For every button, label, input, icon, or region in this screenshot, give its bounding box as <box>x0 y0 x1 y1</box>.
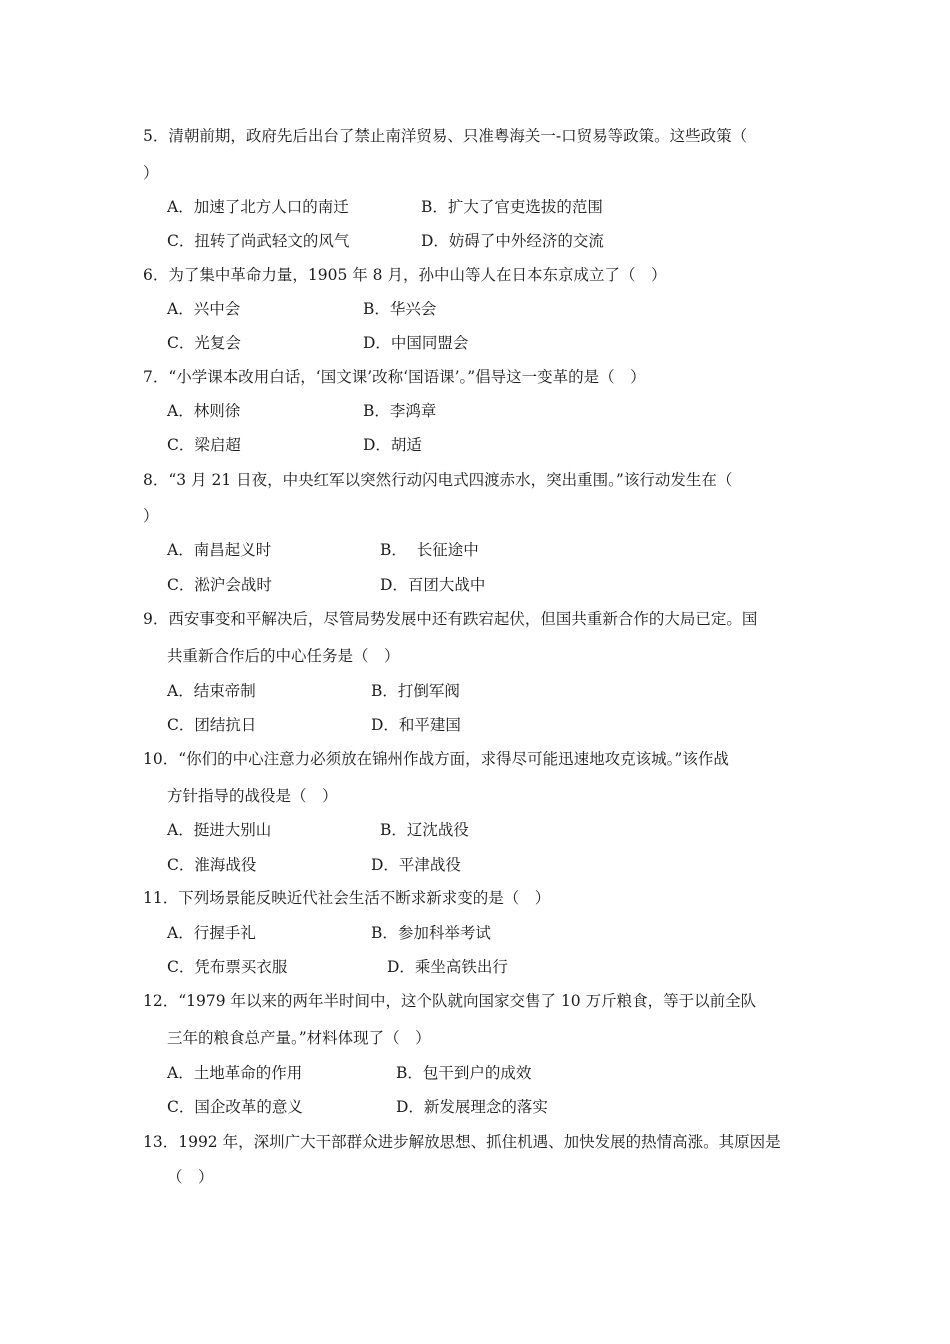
question-9-option-c: C．团结抗日 <box>167 716 257 734</box>
question-10-stem: 10．“你们的中心注意力必须放在锦州作战方面，求得尽可能迅速地攻克该城。”该作战 <box>143 750 729 768</box>
question-9-option-a: A．结束帝制 <box>167 682 256 700</box>
question-10-option-a: A．挺进大别山 <box>167 821 272 839</box>
question-11-stem: 11．下列场景能反映近代社会生活不断求新求变的是（ ） <box>143 889 551 907</box>
question-5-option-b: B．扩大了官吏选拔的范围 <box>421 198 603 216</box>
question-7-option-c: C．梁启超 <box>167 436 241 454</box>
question-8-option-b: B． 长征途中 <box>380 541 479 559</box>
question-6-option-d: D．中国同盟会 <box>363 334 469 352</box>
question-9-stem-cont: 共重新合作后的中心任务是（ ） <box>167 647 400 665</box>
question-9-stem: 9．西安事变和平解决后，尽管局势发展中还有跌宕起伏，但国共重新合作的大局已定。国 <box>143 610 758 628</box>
question-10-option-c: C．淮海战役 <box>167 856 257 874</box>
question-13-stem-cont: （ ） <box>167 1168 214 1186</box>
question-6-option-a: A．兴中会 <box>167 300 241 318</box>
question-12-option-c: C．国企改革的意义 <box>167 1098 303 1116</box>
question-5-option-c: C．扭转了尚武轻文的风气 <box>167 232 350 250</box>
question-12-option-b: B．包干到户的成效 <box>396 1064 532 1082</box>
question-10-stem-cont: 方针指导的战役是（ ） <box>167 787 338 805</box>
question-12-stem: 12．“1979 年以来的两年半时间中，这个队就向国家交售了 10 万斤粮食，等于以前全队 <box>143 992 757 1010</box>
question-6-stem: 6．为了集中革命力量，1905 年 8 月，孙中山等人在日本东京成立了（ ） <box>143 266 667 284</box>
question-11-option-d: D．乘坐高铁出行 <box>387 958 508 976</box>
question-8-option-a: A．南昌起义时 <box>167 541 272 559</box>
question-9-option-d: D．和平建国 <box>371 716 461 734</box>
question-5-stem: 5．清朝前期，政府先后出台了禁止南洋贸易、只准粤海关一-口贸易等政策。这些政策（ <box>143 127 748 145</box>
question-12-option-d: D．新发展理念的落实 <box>396 1098 548 1116</box>
question-9-option-b: B．打倒军阀 <box>371 682 460 700</box>
question-11-option-b: B．参加科举考试 <box>371 924 491 942</box>
question-11-option-c: C．凭布票买衣服 <box>167 958 288 976</box>
question-7-option-d: D．胡适 <box>363 436 422 454</box>
question-7-option-b: B．李鸿章 <box>363 402 437 420</box>
question-7-stem: 7．“小学课本改用白话，‘国文课’改称‘国语课’。”倡导这一变革的是（ ） <box>143 368 646 386</box>
question-10-option-b: B．辽沈战役 <box>380 821 469 839</box>
question-10-option-d: D．平津战役 <box>371 856 461 874</box>
question-8-option-c: C．淞沪会战时 <box>167 576 272 594</box>
question-5-stem-cont: ） <box>143 164 159 182</box>
question-6-option-b: B．华兴会 <box>363 300 437 318</box>
question-8-stem-cont: ） <box>143 507 159 525</box>
question-7-option-a: A．林则徐 <box>167 402 241 420</box>
question-12-stem-cont: 三年的粮食总产量。”材料体现了（ ） <box>167 1029 431 1047</box>
question-8-stem: 8．“3 月 21 日夜，中央红军以突然行动闪电式四渡赤水，突出重围。”该行动发生在（ <box>143 471 733 489</box>
question-6-option-c: C．光复会 <box>167 334 241 352</box>
question-11-option-a: A．行握手礼 <box>167 924 256 942</box>
question-8-option-d: D．百团大战中 <box>380 576 486 594</box>
question-13-stem: 13．1992 年，深圳广大干部群众进步解放思想、抓住机遇、加快发展的热情高涨。其原因是 <box>143 1133 781 1151</box>
question-5-option-d: D．妨碍了中外经济的交流 <box>421 232 604 250</box>
question-12-option-a: A．土地革命的作用 <box>167 1064 303 1082</box>
question-5-option-a: A．加速了北方人口的南迁 <box>167 198 349 216</box>
